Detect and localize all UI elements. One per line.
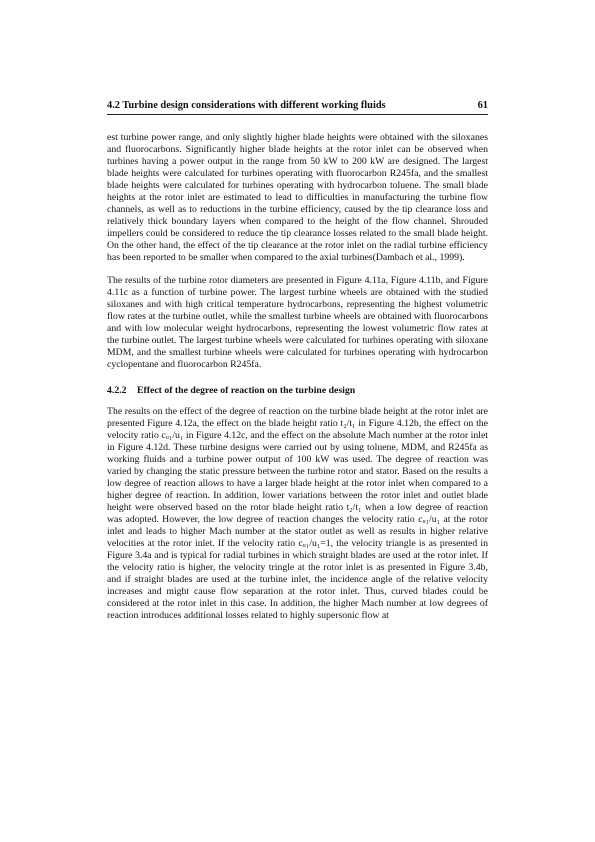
paragraph: The results on the effect of the degree of reaction on the turbine blade height at the rotor inlet are presented Figure 4.12a, the effect on the blade height ratio t₂/t₁ in Figure 4.12b, the effect on the velocity ratio cᵤ₁/u₁ in Figure 4.12c, and the effect on the absolute Mach number at the rotor inlet in Figure 4.12d. These turbine designs were carried out by using toluene, MDM, and R245fa as working fluids and a turbine power output of 100 kW was used. The degree of reaction was varied by changing the static pressure between the turbine rotor and stator. Based on the results a low degree of reaction allows to have a larger blade height at the rotor inlet when compared to a higher degree of reaction. In addition, lower variations between the rotor inlet and outlet blade height were observed based on the rotor blade height ratio t₂/t₁ when a low degree of reaction was adopted. However, the low degree of reaction changes the velocity ratio cᵤ₁/u₁ at the rotor inlet and leads to higher Mach number at the stator outlet as well as results in higher relative velocities at the rotor inlet. If the velocity ratio cᵤ₁/u₁=1, the velocity triangle is as presented in Figure 3.4a and is typical for radial turbines in which straight blades are used at the rotor inlet. If the velocity ratio is higher, the velocity tringle at the rotor inlet is as presented in Figure 3.4b, and if straight blades are used at the turbine inlet, the incidence angle of the relative velocity increases and might cause flow separation at the rotor inlet. Thus, curved blades could be considered at the rotor inlet in this case. In addition, the higher Mach number at low degrees of reaction introduces additional losses related to highly supersonic flow at bbox=[107, 406, 488, 621]
paragraph: est turbine power range, and only slightly higher blade heights were obtained with the siloxanes and fluorocarbons. Significantly higher blade heights at the rotor inlet can be observed when turbines having a power output in the range from 50 kW to 200 kW are designed. The largest blade heights were calculated for turbines operating with fluorocarbon R245fa, and the smallest blade heights were calculated for turbines operating with hydrocarbon toluene. The small blade heights at the rotor inlet are estimated to lead to difficulties in manufacturing the turbine flow channels, as well as to reductions in the turbine efficiency, caused by the tip clearance loss and relatively thick boundary layers when compared to the height of the flow channel. Shrouded impellers could be considered to reduce the tip clearance losses related to the small blade height. On the other hand, the effect of the tip clearance at the rotor inlet on the radial turbine efficiency has been reported to be smaller when compared to the axial turbines(Dambach et al., 1999). bbox=[107, 132, 488, 263]
header-rule bbox=[107, 114, 488, 115]
header-title: 4.2 Turbine design considerations with different working fluids bbox=[107, 100, 386, 111]
running-header bbox=[107, 100, 488, 111]
section-heading bbox=[107, 385, 488, 397]
paragraph: The results of the turbine rotor diameters are presented in Figure 4.11a, Figure 4.11b, and Figure 4.11c as a function of turbine power. The largest turbine wheels are obtained with the studied siloxanes and with high critical temperature hydrocarbons, representing the highest volumetric flow rates at the turbine outlet, while the smallest turbine wheels are obtained with fluorocarbons and with low molecular weight hydrocarbons, representing the lowest volumetric flow rates at the turbine outlet. The largest turbine wheels were calculated for turbines operating with siloxane MDM, and the smallest turbine wheels were calculated for turbines operating with hydrocarbon cyclopentane and fluorocarbon R245fa. bbox=[107, 275, 488, 370]
section-number: 4.2.2 bbox=[107, 385, 127, 396]
page-number: 61 bbox=[477, 100, 488, 111]
body-text bbox=[107, 132, 488, 633]
section-title: Effect of the degree of reaction on the turbine design bbox=[137, 385, 356, 396]
